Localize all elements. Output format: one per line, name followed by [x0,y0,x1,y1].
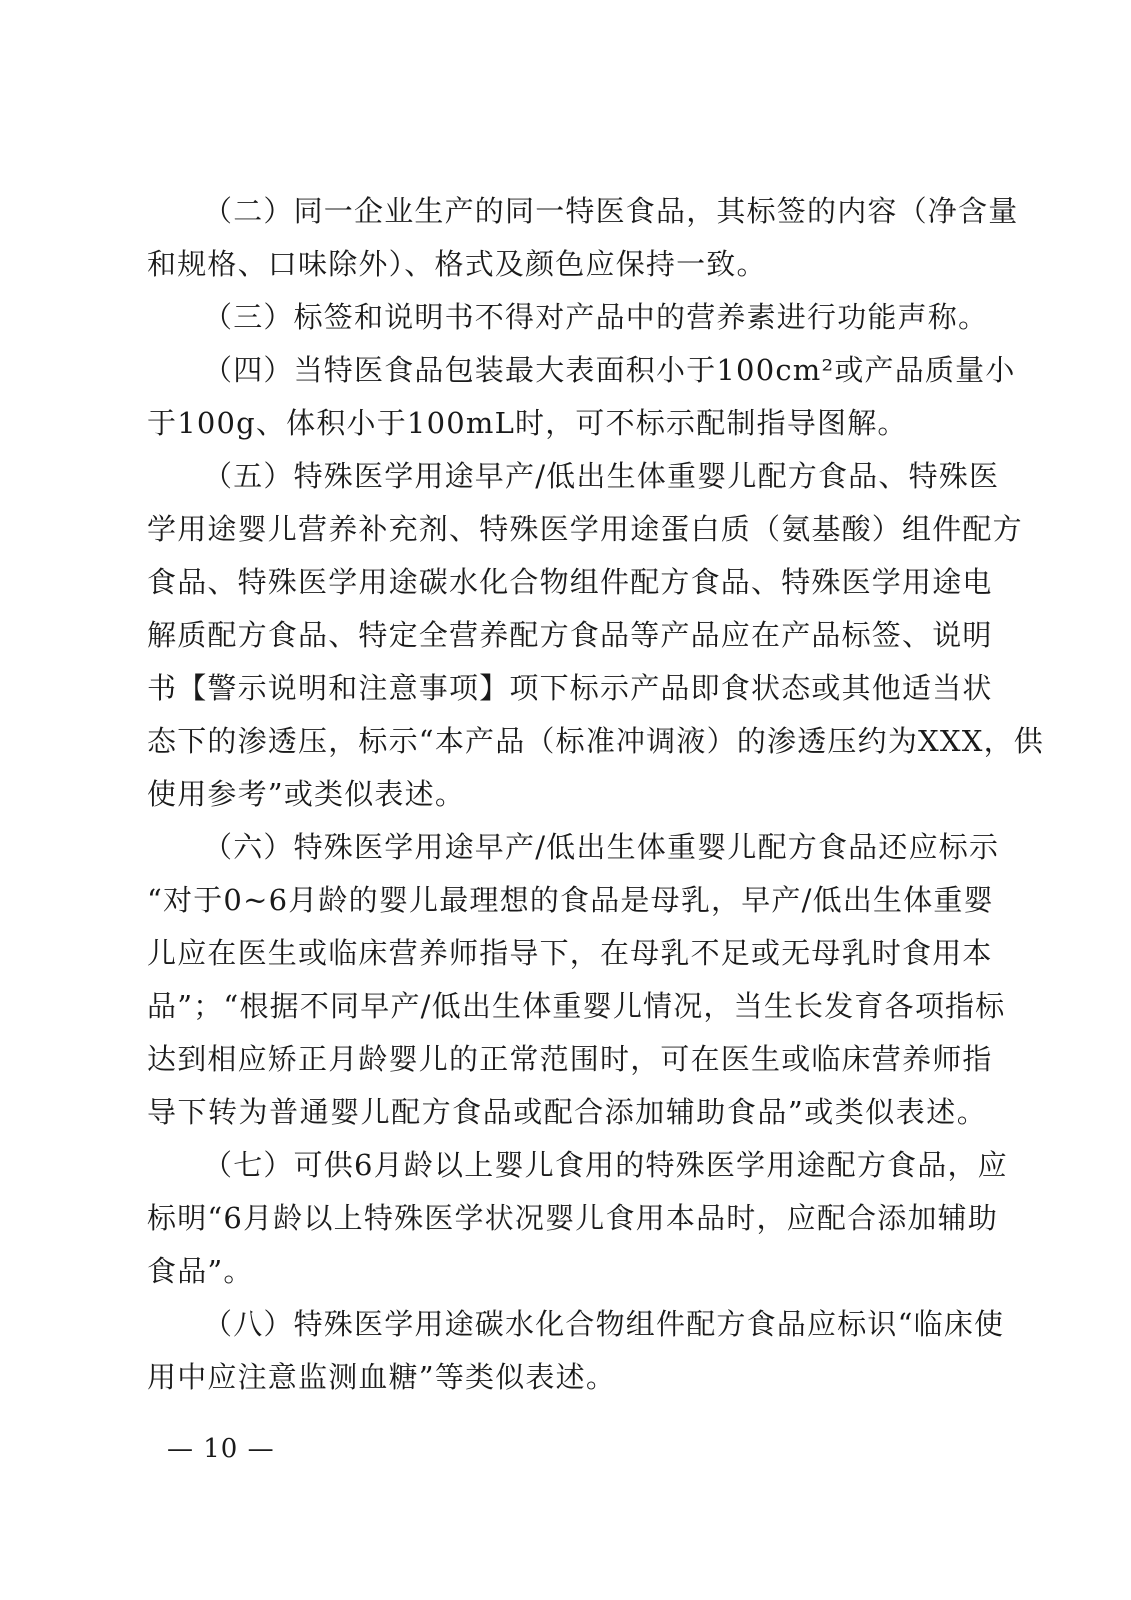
text-line: 导下转为普通婴儿配方食品或配合添加辅助食品”或类似表述。 [147,1095,987,1129]
text-line: 食品、特殊医学用途碳水化合物组件配方食品、特殊医学用途电 [147,565,993,599]
text-line: （七）可供6月龄以上婴儿食用的特殊医学用途配方食品，应 [203,1148,1008,1182]
text-line: 品”；“根据不同早产/低出生体重婴儿情况，当生长发育各项指标 [147,989,1006,1023]
text-line: 达到相应矫正月龄婴儿的正常范围时，可在医生或临床营养师指 [147,1042,993,1076]
text-line: 食品”。 [147,1254,254,1288]
text-line: 使用参考”或类似表述。 [147,777,466,811]
text-line: 于100g、体积小于100mL时，可不标示配制指导图解。 [147,406,908,440]
text-line: 和规格、口味除外）、格式及颜色应保持一致。 [147,247,767,281]
text-line: （四）当特医食品包装最大表面积小于100cm²或产品质量小 [203,353,1016,387]
text-line: 解质配方食品、特定全营养配方食品等产品应在产品标签、说明 [147,618,993,652]
text-line: （五）特殊医学用途早产/低出生体重婴儿配方食品、特殊医 [203,459,1000,493]
text-line: 用中应注意监测血糖”等类似表述。 [147,1360,617,1394]
text-line: 儿应在医生或临床营养师指导下，在母乳不足或无母乳时食用本 [147,936,993,970]
text-line: （二）同一企业生产的同一特医食品，其标签的内容（净含量 [203,194,1019,228]
text-line: 标明“6月龄以上特殊医学状况婴儿食用本品时，应配合添加辅助 [147,1201,999,1235]
text-line: “对于0~6月龄的婴儿最理想的食品是母乳，早产/低出生体重婴 [147,883,994,917]
text-line: 书【警示说明和注意事项】项下标示产品即食状态或其他适当状 [147,671,993,705]
page-number: — 10 — [167,1434,275,1464]
text-line: （八）特殊医学用途碳水化合物组件配方食品应标识“临床使 [203,1307,1005,1341]
text-line: （六）特殊医学用途早产/低出生体重婴儿配方食品还应标示 [203,830,1000,864]
text-line: （三）标签和说明书不得对产品中的营养素进行功能声称。 [203,300,989,334]
text-line: 学用途婴儿营养补充剂、特殊医学用途蛋白质（氨基酸）组件配方 [147,512,1023,546]
text-line: 态下的渗透压，标示“本产品（标准冲调液）的渗透压约为XXX，供 [147,724,1044,758]
